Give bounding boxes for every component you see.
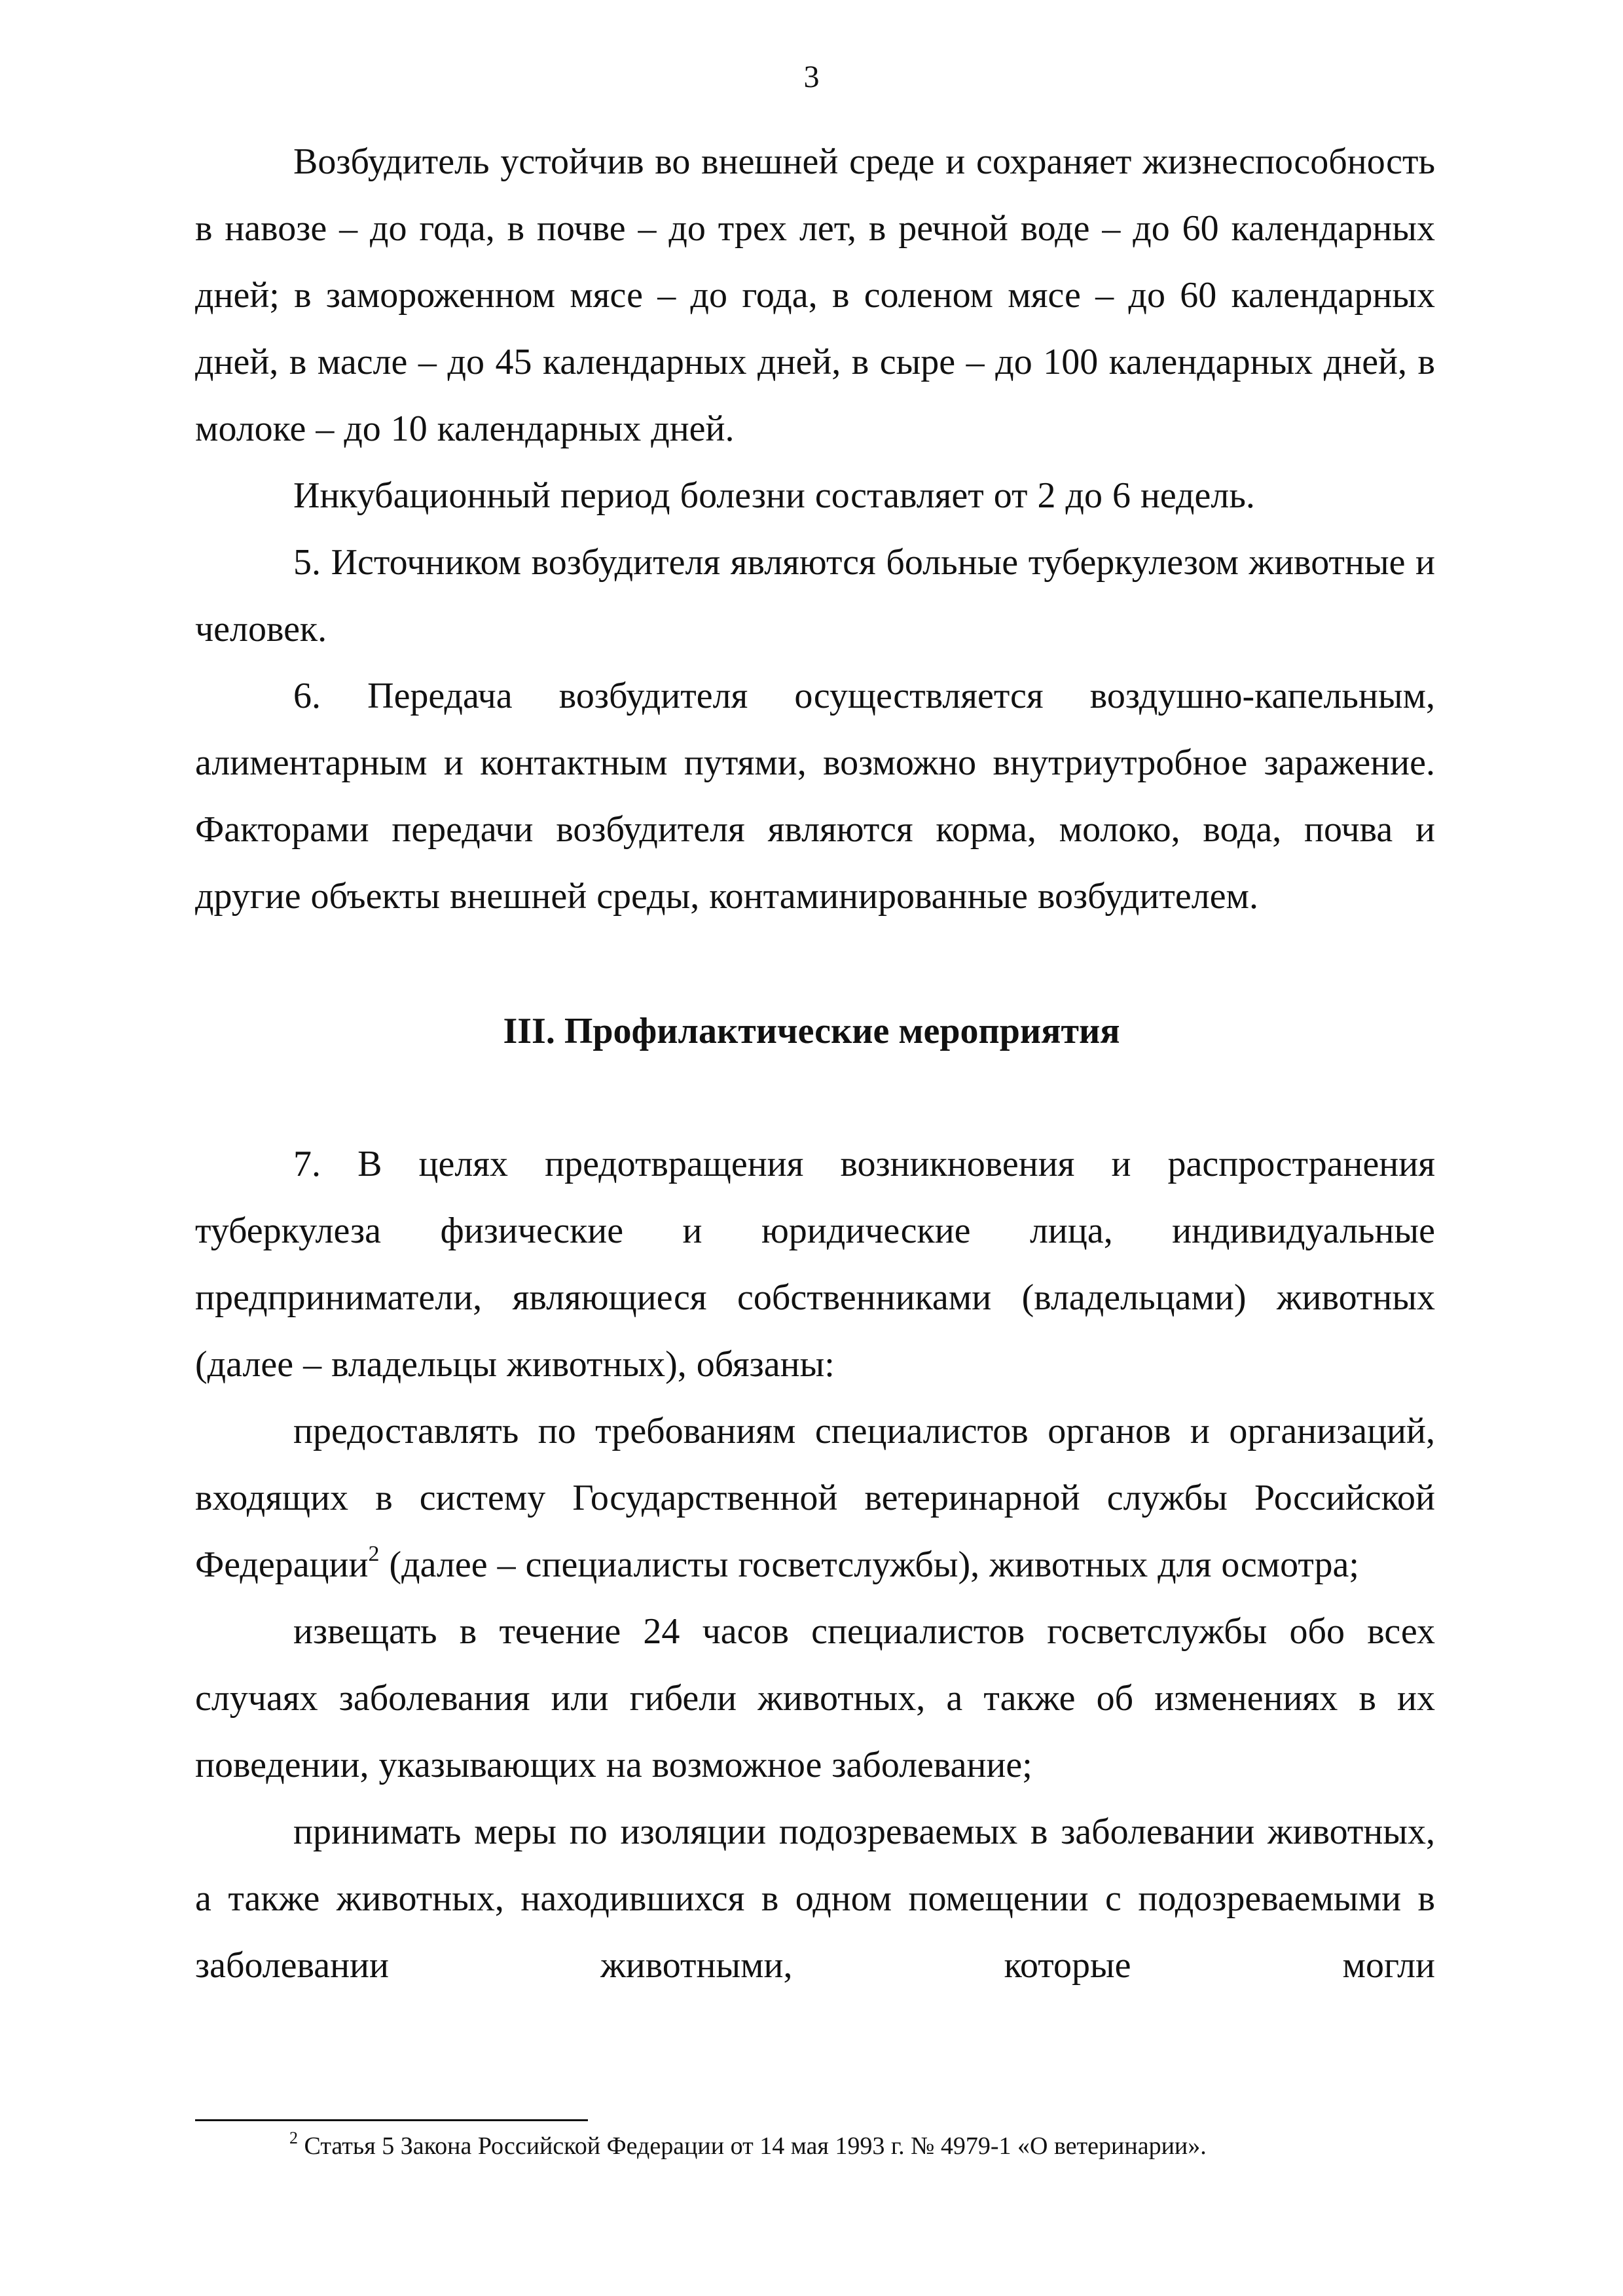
footnote xyxy=(289,2128,1468,2164)
paragraph-item-5-source: 5. Источником возбудителя являются больные туберкулезом животные и человек. xyxy=(195,542,1435,649)
paragraph-provide-animals xyxy=(195,1398,1435,1598)
paragraph-pathogen-stability: Возбудитель устойчив во внешней среде и сохраняет жизнеспособность в навозе – до года, в почве – до трех лет, в речной воде – до 60 календарных дней; в замороженном мясе – до года, в соленом мясе – до 60 календарных дней, в масле – до 45 календарных дней, в сыре – до 100 календарных дней, в молоке – до 10 календарных дней. xyxy=(195,141,1435,449)
paragraph-item-7-obligations: 7. В целях предотвращения возникновения и распространения туберкулеза физические и юридические лица, индивидуальные предприниматели, являющиеся собственниками (владельцами) животных (далее – владельцы животных), обязаны: xyxy=(195,1144,1435,1385)
provide-animals-text-end: (далее – специалисты госветслужбы), животных для осмотра; xyxy=(379,1544,1359,1585)
paragraph-incubation-period: Инкубационный период болезни составляет от 2 до 6 недель. xyxy=(293,475,1255,516)
body-text-block-2 xyxy=(195,1131,1435,1999)
footnote-reference: 2 xyxy=(368,1542,380,1567)
paragraph-item-6-transmission: 6. Передача возбудителя осуществляется воздушно-капельным, алиментарным и контактным путями, возможно внутриутробное заражение. Факторами передачи возбудителя являются корма, молоко, вода, почва и другие объекты внешней среды, контаминированные возбудителем. xyxy=(195,676,1435,917)
page-number: 3 xyxy=(803,60,820,94)
footnote-marker: 2 xyxy=(289,2128,298,2148)
section-heading: III. Профилактические мероприятия xyxy=(503,1011,1120,1051)
body-text-block-1 xyxy=(195,128,1435,930)
footnote-separator xyxy=(195,2119,588,2121)
footnote-text: Статья 5 Закона Российской Федерации от 14 мая 1993 г. № 4979-1 «О ветеринарии». xyxy=(298,2132,1207,2160)
paragraph-isolation-measures: принимать меры по изоляции подозреваемых в заболевании животных, а также животных, находившихся в одном помещении с подозреваемыми в заболевании животными, которые могли xyxy=(195,1812,1435,1986)
paragraph-notify-specialists: извещать в течение 24 часов специалистов госветслужбы обо всех случаях заболевания или гибели животных, а также об изменениях в их поведении, указывающих на возможное заболевание; xyxy=(195,1611,1435,1785)
provide-animals-text-start: предоставлять по требованиям специалистов органов и организаций, входящих в систему Государственной ветеринарной службы Российской Федерации xyxy=(195,1411,1435,1585)
